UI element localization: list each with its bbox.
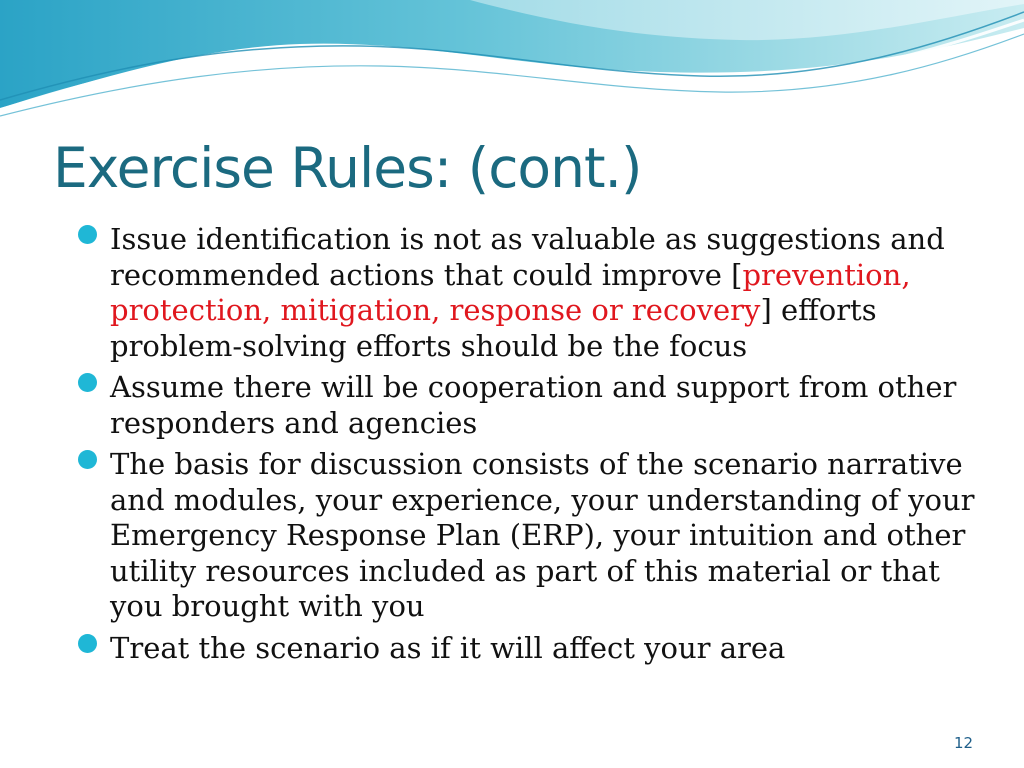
bullet-item — [78, 447, 978, 625]
bullet-text: Assume there will be cooperation and support from other responders and agencies — [110, 370, 957, 440]
bullet-highlight-text: prevention, protection, mitigation, response or recovery — [110, 257, 911, 327]
bullet-text: Issue identification is not as valuable as suggestions and recommended actions that could improve [ — [110, 222, 945, 292]
bullet-list — [78, 222, 978, 672]
page-number: 12 — [954, 734, 974, 752]
header-wave-decoration — [0, 0, 1024, 120]
bullet-dot-icon — [78, 373, 97, 392]
bullet-text: Treat the scenario as if it will affect your area — [110, 630, 786, 665]
slide-title: Exercise Rules: (cont.) — [53, 136, 642, 200]
bullet-item — [78, 222, 978, 364]
bullet-dot-icon — [78, 450, 97, 469]
bullet-item — [78, 631, 978, 667]
bullet-item — [78, 370, 978, 441]
bullet-dot-icon — [78, 634, 97, 653]
bullet-dot-icon — [78, 225, 97, 244]
bullet-text: The basis for discussion consists of the scenario narrative and modules, your experience, your understanding of your Emergency Response Plan (ERP), your intuition and other utility resources included as part of this material or that you brought with you — [110, 447, 975, 623]
bullet-text: ] efforts problem-solving efforts should be the focus — [110, 293, 896, 363]
